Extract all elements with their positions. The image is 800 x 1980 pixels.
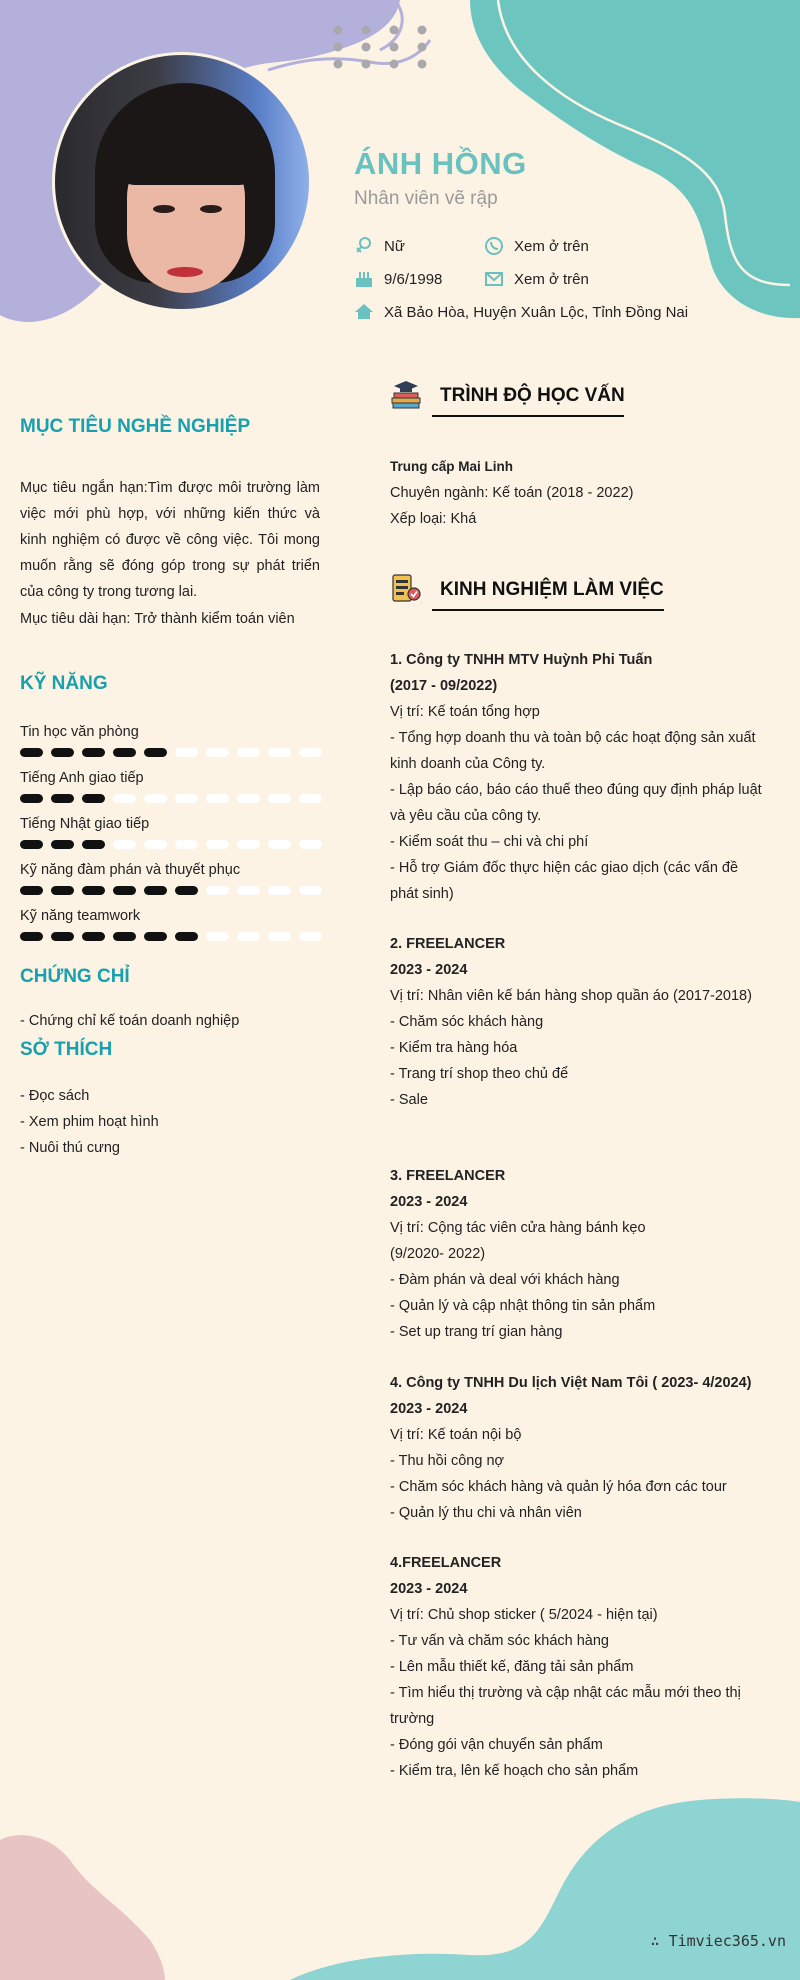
gender-value: Nữ — [384, 237, 405, 255]
email-info — [484, 269, 589, 289]
education-heading-underline — [432, 415, 624, 417]
job-company: 3. FREELANCER — [390, 1168, 506, 1184]
objective-short-term: Mục tiêu ngắn hạn:Tìm được môi trường làm việc mới phù hợp, với những kiến thức và kinh nghiệm có được về công việc. Tôi mong muốn rằng sẽ đóng góp trong sự phát triển của công ty trong tương lai. — [20, 480, 320, 600]
graduation-books-icon — [390, 378, 422, 410]
job-detail: - Sale — [390, 1092, 428, 1108]
skill-dot-empty — [206, 794, 229, 803]
job-detail: Vị trí: Cộng tác viên cửa hàng bánh kẹo (9/2020- 2022) — [390, 1220, 646, 1262]
skill-dot-filled — [51, 794, 74, 803]
skill-dot-empty — [237, 794, 260, 803]
job-detail: - Kiểm soát thu – chi và chi phí — [390, 834, 589, 850]
skill-dot-empty — [299, 840, 322, 849]
skill-dot-empty — [299, 748, 322, 757]
skill-dot-filled — [82, 748, 105, 757]
skill-dot-filled — [82, 840, 105, 849]
skill-dot-empty — [268, 840, 291, 849]
job-detail: Vị trí: Nhân viên kế bán hàng shop quần áo (2017-2018) — [390, 988, 752, 1004]
job-detail: Vị trí: Kế toán nội bộ — [390, 1427, 522, 1443]
skill-dot-filled — [82, 932, 105, 941]
home-icon — [354, 302, 374, 322]
skill-dot-empty — [268, 794, 291, 803]
job-detail: - Lập báo cáo, báo cáo thuế theo đúng quy định pháp luật và yêu cầu của công ty. — [390, 782, 762, 824]
hobbies-heading: SỞ THÍCH — [20, 1039, 113, 1060]
phone-info — [484, 236, 589, 256]
phone-icon — [484, 236, 504, 256]
skill-dot-empty — [299, 886, 322, 895]
job-company: 1. Công ty TNHH MTV Huỳnh Phi Tuấn — [390, 652, 653, 668]
job-detail: - Kiểm tra, lên kế hoạch cho sản phẩm — [390, 1763, 639, 1779]
skill-dot-filled — [144, 748, 167, 757]
brand-watermark: ∴ Timviec365.vn — [650, 1932, 786, 1950]
experience-item — [390, 931, 770, 1113]
skill-dot-empty — [237, 840, 260, 849]
skill-level-bar — [20, 748, 322, 757]
phone-value: Xem ở trên — [514, 237, 589, 255]
candidate-job-title: Nhân viên vẽ rập — [354, 188, 498, 209]
skill-dot-filled — [144, 932, 167, 941]
skill-dot-empty — [237, 748, 260, 757]
experience-item — [390, 1550, 770, 1784]
skill-label: Tin học văn phòng — [20, 724, 139, 740]
skill-label: Tiếng Anh giao tiếp — [20, 770, 144, 786]
job-detail: - Tìm hiểu thị trường và cập nhật các mẫu mới theo thị trường — [390, 1685, 741, 1727]
skill-dot-filled — [20, 932, 43, 941]
school-name: Trung cấp Mai Linh — [390, 459, 514, 474]
job-detail: - Quản lý và cập nhật thông tin sản phẩm — [390, 1298, 656, 1314]
job-company: 2. FREELANCER — [390, 936, 506, 952]
skill-dot-filled — [144, 886, 167, 895]
skill-dot-filled — [20, 748, 43, 757]
job-detail: - Quản lý thu chi và nhân viên — [390, 1505, 582, 1521]
birthday-cake-icon — [354, 269, 374, 289]
skill-dot-empty — [299, 794, 322, 803]
skill-dot-filled — [113, 748, 136, 757]
job-company: 4.FREELANCER — [390, 1555, 502, 1571]
job-detail: Vị trí: Kế toán tổng hợp — [390, 704, 540, 720]
hobby-item: - Xem phim hoạt hình — [20, 1114, 159, 1130]
skill-dot-filled — [113, 886, 136, 895]
gender-icon — [354, 236, 374, 256]
skill-dot-filled — [175, 886, 198, 895]
skill-dot-filled — [175, 932, 198, 941]
birthday-info — [354, 269, 442, 289]
job-company: 4. Công ty TNHH Du lịch Việt Nam Tôi ( 2023- 4/2024) — [390, 1375, 752, 1391]
skill-dot-empty — [237, 932, 260, 941]
skill-dot-empty — [144, 794, 167, 803]
skill-dot-empty — [299, 932, 322, 941]
job-period: 2023 - 2024 — [390, 962, 468, 978]
skill-dot-filled — [51, 886, 74, 895]
education-heading: TRÌNH ĐỘ HỌC VẤN — [440, 385, 625, 406]
certificate-item: - Chứng chỉ kế toán doanh nghiệp — [20, 1013, 240, 1029]
skill-dot-filled — [20, 886, 43, 895]
skill-dot-empty — [113, 840, 136, 849]
experience-item — [390, 1370, 790, 1526]
objective-long-term: Mục tiêu dài hạn: Trở thành kiểm toán viên — [20, 611, 295, 627]
skill-dot-filled — [20, 794, 43, 803]
candidate-name: ÁNH HỒNG — [354, 146, 527, 181]
experience-heading: KINH NGHIỆM LÀM VIỆC — [440, 579, 664, 600]
skill-label: Kỹ năng teamwork — [20, 908, 141, 924]
job-detail: - Chăm sóc khách hàng — [390, 1014, 544, 1030]
skills-heading: KỸ NĂNG — [20, 673, 108, 694]
skill-dot-filled — [51, 932, 74, 941]
job-detail: - Đóng gói vận chuyển sản phẩm — [390, 1737, 603, 1753]
gender-info — [354, 236, 405, 256]
skill-dot-filled — [20, 840, 43, 849]
job-detail: - Chăm sóc khách hàng và quản lý hóa đơn các tour — [390, 1479, 727, 1495]
skill-level-bar — [20, 886, 322, 895]
hobby-item: - Đọc sách — [20, 1088, 90, 1104]
skill-dot-empty — [144, 840, 167, 849]
hobby-item: - Nuôi thú cưng — [20, 1140, 120, 1156]
skill-dot-empty — [113, 794, 136, 803]
skill-dot-empty — [206, 932, 229, 941]
job-detail: - Kiểm tra hàng hóa — [390, 1040, 518, 1056]
job-period: 2023 - 2024 — [390, 1581, 468, 1597]
job-detail: - Thu hồi công nợ — [390, 1453, 505, 1469]
skill-dot-empty — [175, 794, 198, 803]
skill-dot-empty — [175, 748, 198, 757]
skill-dot-filled — [51, 748, 74, 757]
skill-dot-filled — [82, 794, 105, 803]
job-detail: Vị trí: Chủ shop sticker ( 5/2024 - hiện tại) — [390, 1607, 658, 1623]
experience-heading-underline — [432, 609, 664, 611]
job-detail: - Trang trí shop theo chủ để — [390, 1066, 569, 1082]
work-experience-icon — [390, 572, 422, 604]
skill-dot-filled — [82, 886, 105, 895]
skill-dot-empty — [206, 886, 229, 895]
education-block — [390, 454, 770, 532]
skill-dot-empty — [206, 840, 229, 849]
job-detail: - Set up trang trí gian hàng — [390, 1324, 563, 1340]
job-period: 2023 - 2024 — [390, 1194, 468, 1210]
skill-dot-empty — [237, 886, 260, 895]
email-value: Xem ở trên — [514, 270, 589, 288]
skill-dot-filled — [113, 932, 136, 941]
job-detail: - Hỗ trợ Giám đốc thực hiện các giao dịch (các vấn đề phát sinh) — [390, 860, 739, 902]
skill-level-bar — [20, 932, 322, 941]
experience-item — [390, 1163, 770, 1345]
address-value: Xã Bảo Hòa, Huyện Xuân Lộc, Tỉnh Đồng Nai — [384, 303, 689, 321]
job-detail: - Đàm phán và deal với khách hàng — [390, 1272, 620, 1288]
job-detail: - Tổng hợp doanh thu và toàn bộ các hoạt động sản xuất kinh doanh của Công ty. — [390, 730, 756, 772]
education-grade: Xếp loại: Khá — [390, 511, 477, 527]
skill-dot-empty — [268, 748, 291, 757]
objective-heading: MỤC TIÊU NGHỀ NGHIỆP — [20, 416, 251, 437]
skill-label: Tiếng Nhật giao tiếp — [20, 816, 150, 832]
skill-dot-empty — [175, 840, 198, 849]
job-detail: - Tư vấn và chăm sóc khách hàng — [390, 1633, 609, 1649]
skill-label: Kỹ năng đàm phán và thuyết phục — [20, 862, 241, 878]
skill-level-bar — [20, 840, 322, 849]
skill-dot-empty — [268, 932, 291, 941]
email-icon — [484, 269, 504, 289]
job-period: (2017 - 09/2022) — [390, 678, 498, 694]
skill-level-bar — [20, 794, 322, 803]
experience-item — [390, 647, 770, 907]
skill-dot-empty — [206, 748, 229, 757]
address-info — [354, 302, 688, 322]
birthday-value: 9/6/1998 — [384, 270, 443, 288]
job-period: 2023 - 2024 — [390, 1401, 468, 1417]
profile-photo — [52, 52, 312, 312]
education-major: Chuyên ngành: Kế toán (2018 - 2022) — [390, 485, 634, 501]
skill-dot-empty — [268, 886, 291, 895]
certificates-heading: CHỨNG CHỈ — [20, 966, 130, 987]
job-detail: - Lên mẫu thiết kế, đăng tải sản phẩm — [390, 1659, 634, 1675]
skill-dot-filled — [51, 840, 74, 849]
